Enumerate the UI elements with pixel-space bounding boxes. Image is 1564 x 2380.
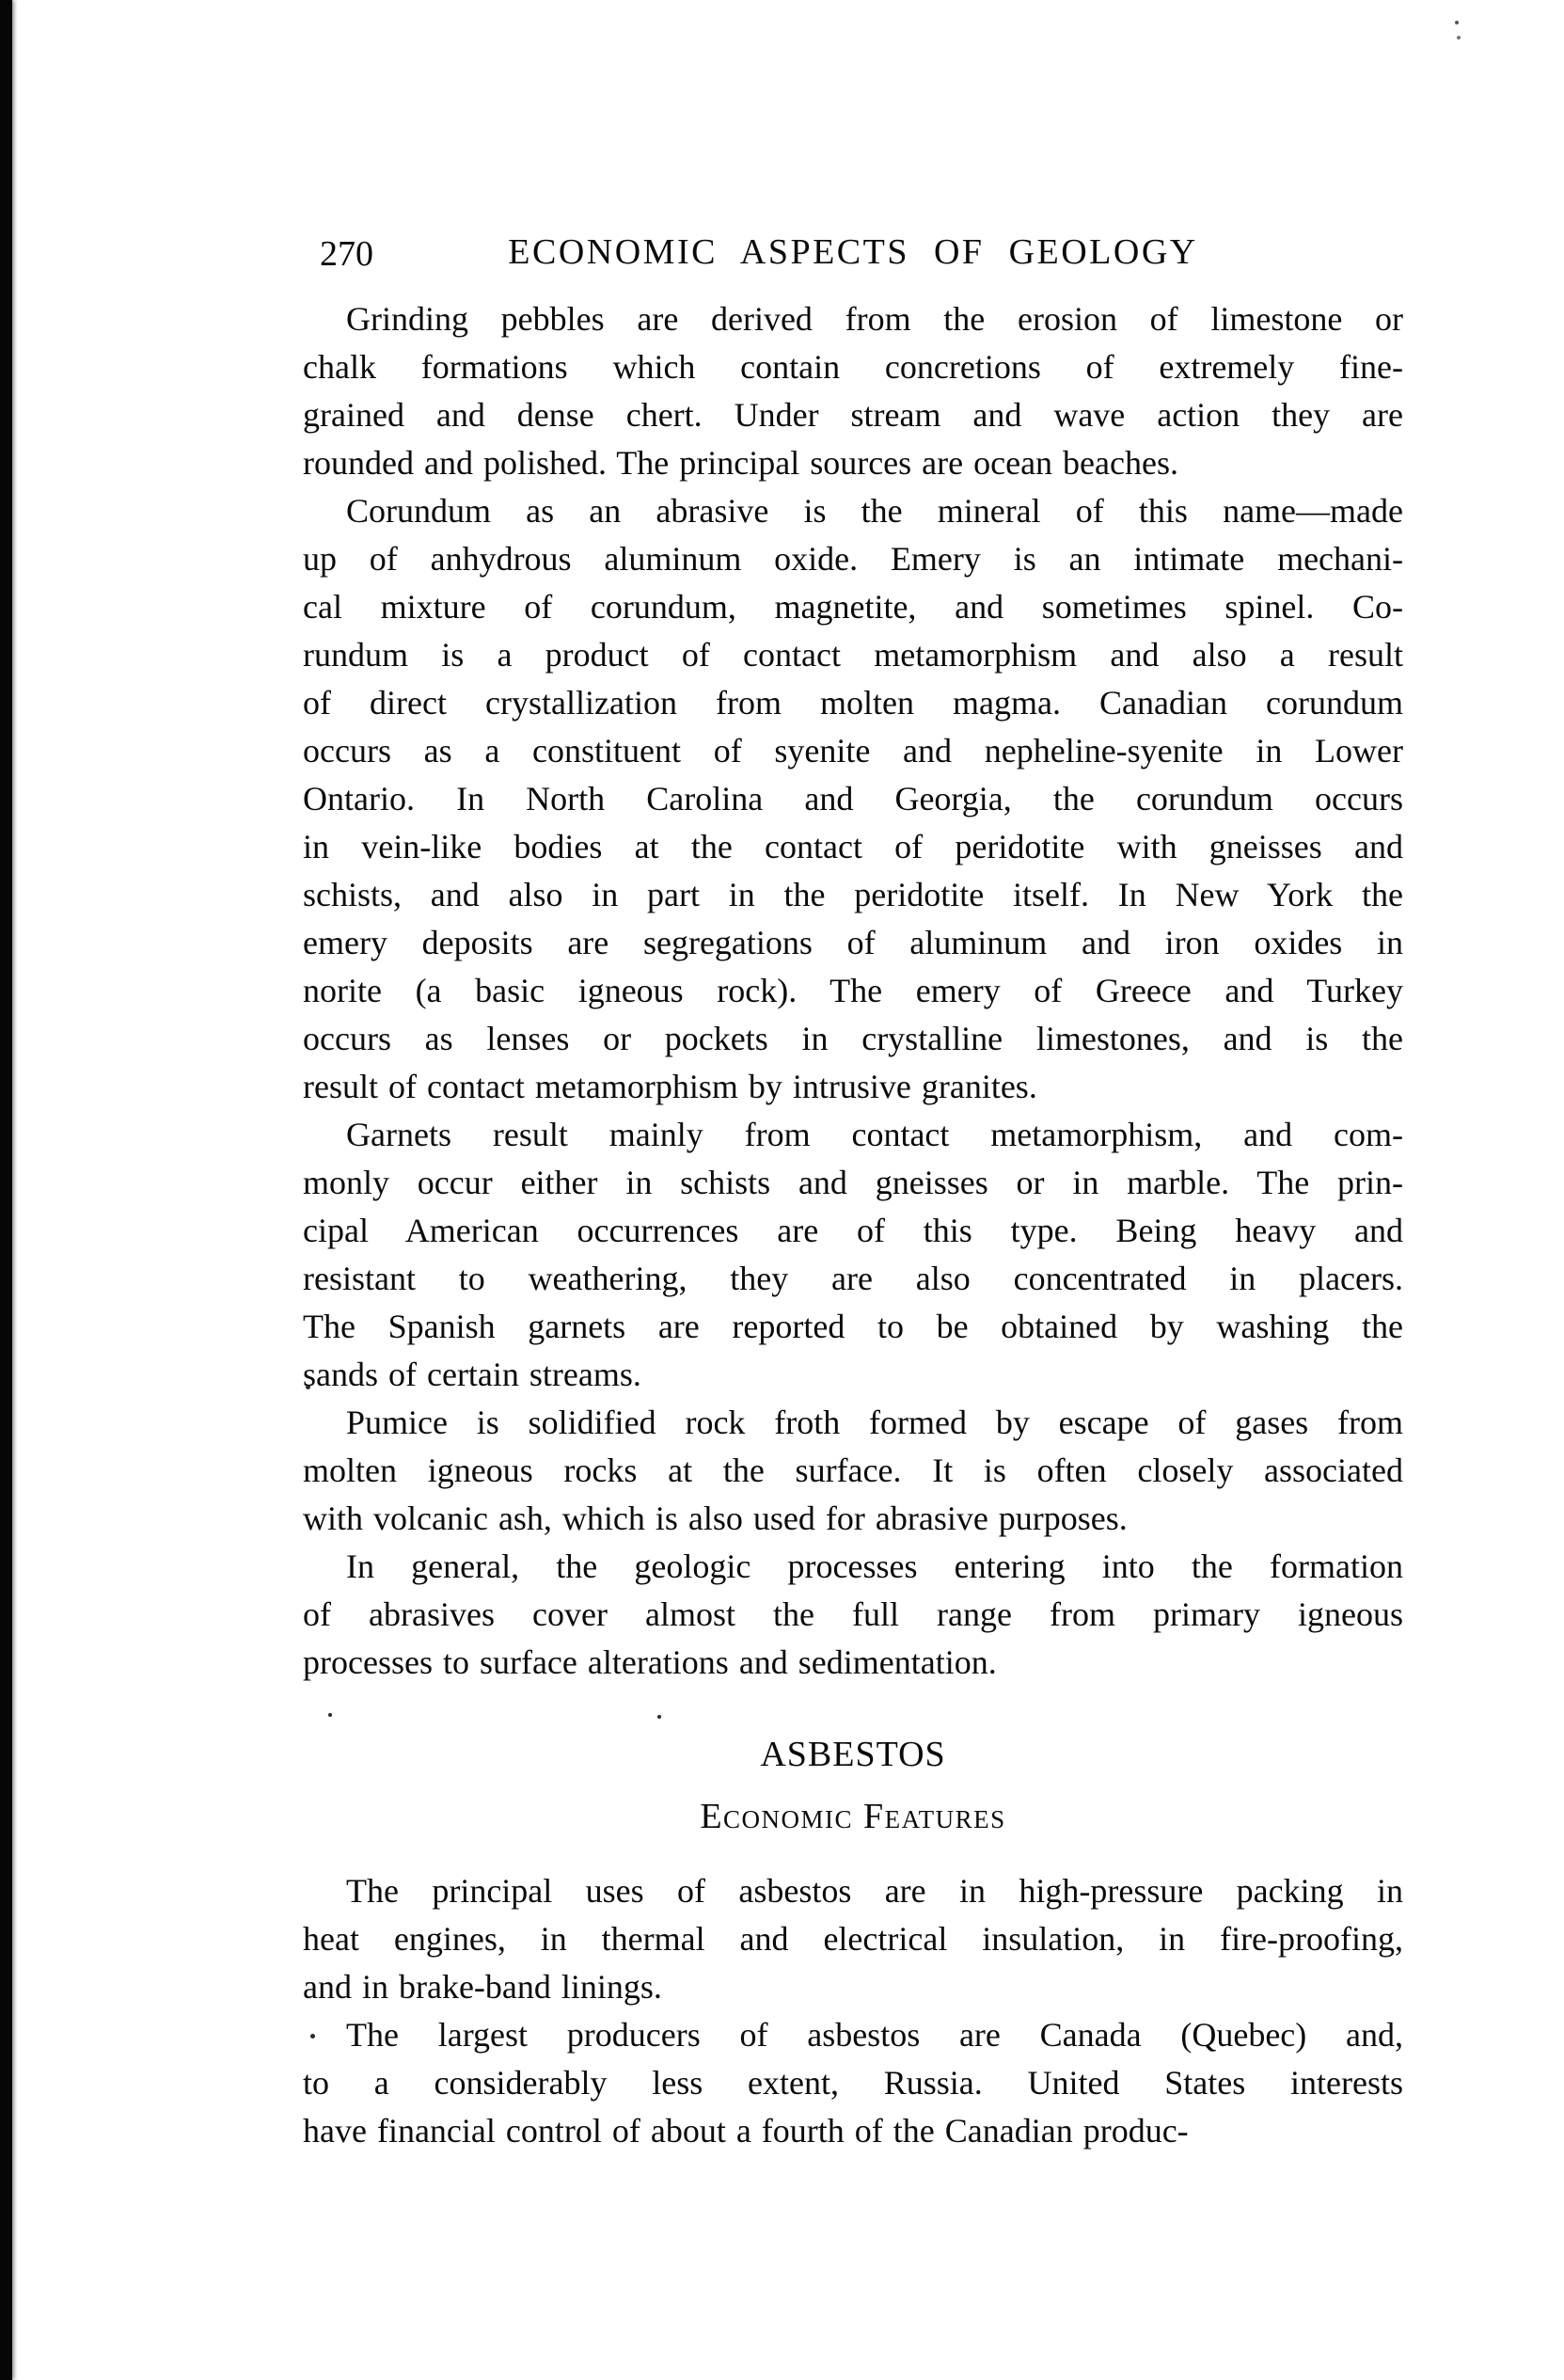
text-line: resistant to weathering, they are also concentrated in placers. <box>303 1260 1403 1297</box>
para-pumice <box>303 1399 1403 1543</box>
text-line: The largest producers of asbestos are Canada (Quebec) and, <box>346 2016 1403 2054</box>
text-line: occurs as a constituent of syenite and nepheline-syenite in Lower <box>303 732 1403 770</box>
text-line: have financial control of about a fourth of the Canadian produc- <box>303 2112 1189 2150</box>
text-line: cal mixture of corundum, magnetite, and sometimes spinel. Co- <box>303 588 1403 626</box>
text-line: Corundum as an abrasive is the mineral of this name—made <box>346 492 1403 530</box>
text-line: in vein-like bodies at the contact of peridotite with gneisses and <box>303 828 1403 865</box>
text-line: of direct crystallization from molten magma. Canadian corundum <box>303 684 1403 722</box>
text-line: schists, and also in part in the peridotite itself. In New York the <box>303 876 1403 913</box>
text-line: chalk formations which contain concretions of extremely fine- <box>303 348 1403 386</box>
text-line: In general, the geologic processes entering into the formation <box>346 1547 1403 1585</box>
text-line: processes to surface alterations and sedimentation. <box>303 1643 997 1681</box>
text-line: cipal American occurrences are of this type. Being heavy and <box>303 1212 1403 1249</box>
text-line: rounded and polished. The principal sources are ocean beaches. <box>303 444 1178 482</box>
text-line: Pumice is solidified rock froth formed by escape of gases from <box>346 1404 1403 1441</box>
para-corundum <box>303 487 1403 1111</box>
subsection-heading-economic-features: Economic Features <box>700 1797 1006 1836</box>
text-line: sands of certain streams. <box>303 1356 641 1393</box>
text-line: Garnets result mainly from contact metamorphism, and com- <box>346 1116 1403 1153</box>
para-in-general <box>303 1543 1403 1687</box>
text-line: to a considerably less extent, Russia. United States interests <box>303 2064 1403 2102</box>
para-grinding-pebbles <box>303 295 1403 487</box>
page-header <box>303 231 1403 277</box>
para-garnets <box>303 1111 1403 1399</box>
text-line: monly occur either in schists and gneisses or in marble. The prin- <box>303 1164 1403 1201</box>
running-title: ECONOMIC ASPECTS OF GEOLOGY <box>508 232 1198 272</box>
text-line: The Spanish garnets are reported to be obtained by washing the <box>303 1308 1403 1345</box>
text-line: result of contact metamorphism by intrusive granites. <box>303 1068 1037 1105</box>
text-line: Grinding pebbles are derived from the erosion of limestone or <box>346 300 1403 338</box>
text-line: norite (a basic igneous rock). The emery of Greece and Turkey <box>303 972 1403 1009</box>
scan-speck <box>1457 36 1461 40</box>
text-line: Ontario. In North Carolina and Georgia, the corundum occurs <box>303 780 1403 817</box>
section-heading-asbestos: ASBESTOS <box>760 1735 946 1774</box>
para-asbestos-uses <box>303 1867 1403 2011</box>
text-line: molten igneous rocks at the surface. It is often closely associated <box>303 1452 1403 1489</box>
text-line: The principal uses of asbestos are in high-pressure packing in <box>346 1872 1403 1910</box>
text-line: and in brake-band linings. <box>303 1968 662 2006</box>
scan-speck <box>1455 21 1459 24</box>
text-line: rundum is a product of contact metamorphism and also a result <box>303 636 1403 674</box>
text-line: heat engines, in thermal and electrical insulation, in fire-proofing, <box>303 1920 1403 1958</box>
para-asbestos-producers <box>303 2011 1403 2155</box>
text-line: grained and dense chert. Under stream and wave action they are <box>303 396 1403 434</box>
text-body <box>303 295 1403 2155</box>
page-number: 270 <box>320 234 373 274</box>
text-line: occurs as lenses or pockets in crystalline limestones, and is the <box>303 1020 1403 1057</box>
text-column <box>303 231 1403 2155</box>
text-line: emery deposits are segregations of aluminum and iron oxides in <box>303 924 1403 961</box>
text-line: up of anhydrous aluminum oxide. Emery is an intimate mechani- <box>303 540 1403 578</box>
text-line: of abrasives cover almost the full range from primary igneous <box>303 1595 1403 1633</box>
text-line: with volcanic ash, which is also used for abrasive purposes. <box>303 1499 1128 1537</box>
scan-edge-shadow <box>0 0 12 2380</box>
